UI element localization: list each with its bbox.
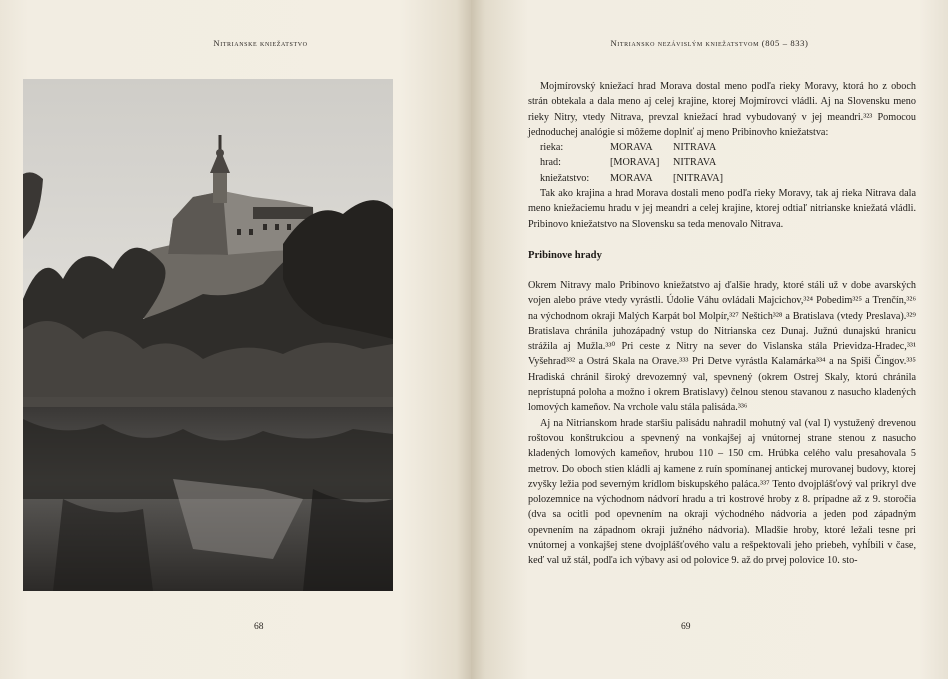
running-head-left: Nitrianske kniežatstvo [213, 38, 308, 48]
castles-paragraph-2: Aj na Nitrianskom hrade staršiu palisádu nahradil mohutný val (val I) vystužený drevenou roštovou konštrukciou a spevnený na vonkajšej aj vnútornej strane stenou z nasucho kladených lomových kameňov, hrubou 110 – 150 cm. Hrúbka celého valu presahovala 5 metrov. Do oboch stien kládli aj kamene z ruín spomínanej antickej murovanej budovy, ktorej zvyšky ležia pod severným krídlom biskupského paláca.³³⁷ Tento dvojplášťový val prikryl dve polozemnice na východnom nádvorí hradu a tri kostrové hroby z 8. prípadne až z 9. storočia (dva sa ocitli pod opevnením na okraji východného nádvoria a jeden pod západným opevnením na západnom okraji južného nádvoria). Mladšie hroby, ktoré ležali tesne pri vnútornej a vonkajšej stene dvojplášťového valu a rešpektovali jeho priebeh, vyhĺbili v čase, keď val už stál, podľa ich výbavy asi od polovice 9. až do prvej polovice 10. sto- [528, 417, 916, 567]
right-page [471, 0, 948, 679]
page-number-left: 68 [254, 622, 264, 632]
intro-paragraph: Mojmírovský kniežací hrad Morava dostal meno podľa rieky Moravy, ktorá ho z oboch strán obtekala a dala meno aj celej krajine, ktorej Mojmírovci vládli. Aj na Slovensku meno rieky Nitry, vtedy Nitrava, prevzal kniežací hrad vybudovaný v jej meandri.³²³ Pomocou jednoduchej analógie si môžeme doplniť aj meno Pribinovho kniežatstva: [528, 81, 916, 138]
left-page [0, 0, 471, 679]
name-analogy-table [540, 140, 723, 186]
body-text [528, 79, 916, 569]
castle-on-rock-photo [23, 79, 393, 591]
page-number-right: 69 [681, 622, 691, 632]
table-row: kniežatstvo: MORAVA [NITRAVA] [540, 172, 723, 184]
table-row: hrad: [MORAVA] NITRAVA [540, 157, 717, 169]
castles-paragraph-1: Okrem Nitravy malo Pribinovo kniežatstvo aj ďalšie hrady, ktoré stáli už v dobe avarských vojen alebo práve vtedy vyrástli. Údolie Váhu ovládali Majcichov,³²⁴ Pobedim³²⁵ a Trenčín,³²⁶ na východnom okraji Malých Karpát bol Molpír,³²⁷ Neštich³²⁸ a Bratislava (vtedy Preslava).³²⁹ Bratislava chránila juhozápadný vstup do Nitrianska cez Dunaj. Južnú dunajskú hranicu strážila aj Mužla.³³⁰ Pri ceste z Nitry na sever do Vislanska stála Prievidza-Hradec,³³¹ Vyšehrad³³² a Ostrá Skala na Orave.³³³ Pri Detve vyrástla Kalamárka³³⁴ a na Spiši Čingov.³³⁵ Hradiská chránil široký drevozemný val, spevnený (okrem Ostrej Skaly, ktorú chránila neprístupná poloha a možno i okrem Bratislavy) čelnou stenou stavanou z nasucho kladených lomových kameňov. Na vrchole valu stála palisáda.³³⁶ [528, 279, 916, 414]
section-heading: Pribinove hrady [528, 249, 602, 261]
table-row: rieka: MORAVA NITRAVA [540, 142, 717, 154]
paragraph-after-table: Tak ako krajina a hrad Morava dostali meno podľa rieky Moravy, tak aj rieka Nitrava dala meno kniežaciemu hradu v jej meandri a celej krajine, ktorej odtiaľ nitrianske kniežatá vládli. Pribinovo kniežatstvo na Slovensku sa teda menovalo Nitrava. [528, 188, 916, 230]
running-head-right: Nitriansko nezávislým kniežatstvom (805 – 833) [610, 38, 809, 48]
